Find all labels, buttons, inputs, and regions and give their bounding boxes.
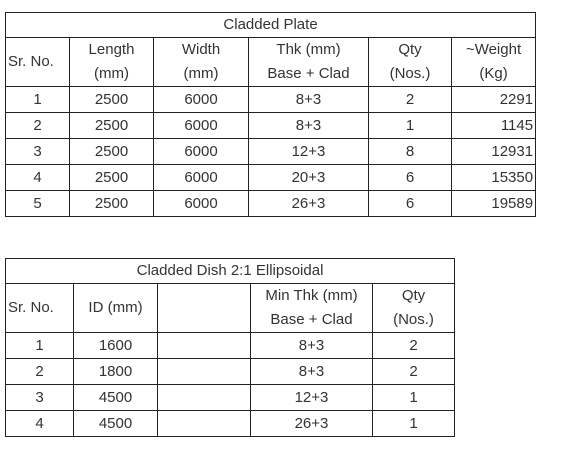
cell-qty: 2 [373,359,455,385]
cell-thk: 8+3 [249,113,369,139]
header-qty: Qty (Nos.) [369,38,452,87]
cell-sr: 4 [6,411,74,437]
cell-thk: 26+3 [249,191,369,217]
header-length: Length (mm) [70,38,154,87]
cladded-plate-table [5,12,536,217]
cell-qty: 1 [369,113,452,139]
cell-thk: 20+3 [249,165,369,191]
cell-qty: 2 [373,333,455,359]
table-title: Cladded Dish 2:1 Ellipsoidal [6,259,455,284]
table-row [6,411,455,437]
header-blank [158,284,251,333]
cell-length: 2500 [70,113,154,139]
cell-sr: 4 [6,165,70,191]
cell-qty: 2 [369,87,452,113]
cell-id: 1800 [74,359,158,385]
cell-id: 4500 [74,411,158,437]
cell-qty: 1 [373,385,455,411]
cell-weight: 1145 [452,113,536,139]
cell-weight: 2291 [452,87,536,113]
table-row [6,333,455,359]
cell-blank [158,359,251,385]
table-row [6,165,536,191]
header-min-thickness: Min Thk (mm) Base + Clad [251,284,373,333]
table-row [6,139,536,165]
cell-length: 2500 [70,165,154,191]
cell-sr: 5 [6,191,70,217]
table-row [6,359,455,385]
cell-width: 6000 [154,139,249,165]
cell-sr: 2 [6,113,70,139]
cell-thk: 8+3 [251,359,373,385]
cell-width: 6000 [154,87,249,113]
cell-qty: 8 [369,139,452,165]
cell-thk: 12+3 [249,139,369,165]
cladded-dish-table [5,258,455,437]
cell-blank [158,333,251,359]
cell-weight: 19589 [452,191,536,217]
cell-length: 2500 [70,191,154,217]
header-weight: ~Weight (Kg) [452,38,536,87]
table-row [6,385,455,411]
cell-thk: 12+3 [251,385,373,411]
cell-thk: 8+3 [249,87,369,113]
cell-id: 4500 [74,385,158,411]
header-qty: Qty (Nos.) [373,284,455,333]
cell-qty: 1 [373,411,455,437]
cell-blank [158,411,251,437]
cell-sr: 2 [6,359,74,385]
table-row [6,87,536,113]
cell-sr: 3 [6,385,74,411]
header-sr-no: Sr. No. [6,284,74,333]
table-row [6,113,536,139]
cell-thk: 8+3 [251,333,373,359]
header-width: Width (mm) [154,38,249,87]
cell-weight: 12931 [452,139,536,165]
cell-weight: 15350 [452,165,536,191]
cell-sr: 1 [6,87,70,113]
table-row [6,191,536,217]
cell-blank [158,385,251,411]
cell-length: 2500 [70,87,154,113]
cell-qty: 6 [369,165,452,191]
cell-id: 1600 [74,333,158,359]
cell-thk: 26+3 [251,411,373,437]
table-title: Cladded Plate [6,13,536,38]
cell-width: 6000 [154,113,249,139]
cell-sr: 1 [6,333,74,359]
cell-length: 2500 [70,139,154,165]
cell-width: 6000 [154,165,249,191]
header-id: ID (mm) [74,284,158,333]
header-sr-no: Sr. No. [6,38,70,87]
cell-width: 6000 [154,191,249,217]
cell-sr: 3 [6,139,70,165]
header-thickness: Thk (mm) Base + Clad [249,38,369,87]
cell-qty: 6 [369,191,452,217]
